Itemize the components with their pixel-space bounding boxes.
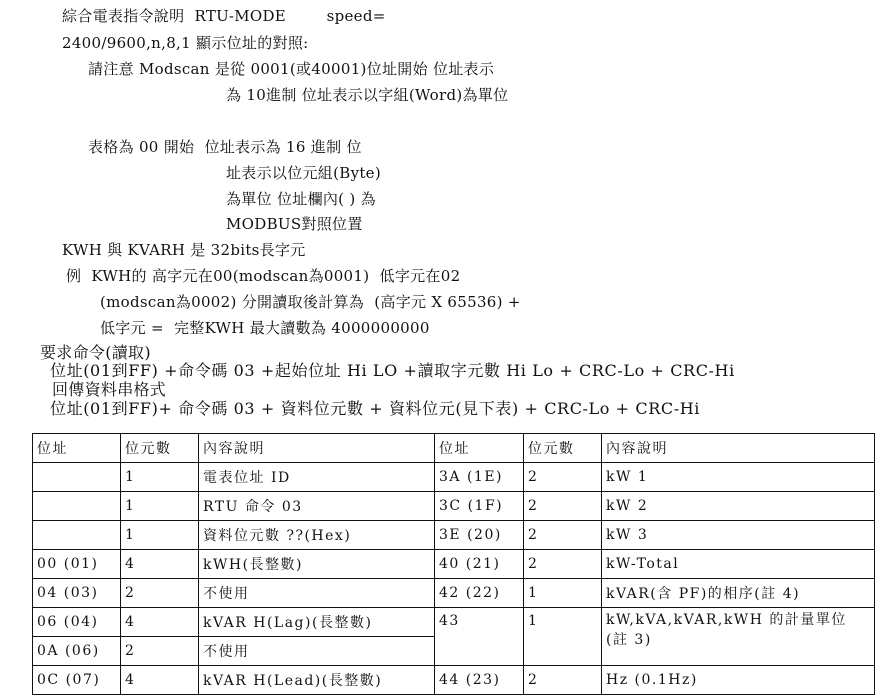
table-cell: 電表位址 ID (199, 463, 435, 492)
table-cell: kW,kVA,kVAR,kWH 的計量單位 (註 3) (602, 608, 875, 666)
column-header: 位址 (435, 434, 524, 463)
table-cell: 1 (121, 521, 199, 550)
column-header: 位址 (33, 434, 121, 463)
doc-line: 為單位 位址欄內( ) 為 (226, 190, 376, 208)
doc-line: (modscan為0002) 分開讀取後計算為 (高字元 X 65536) + (100, 293, 521, 311)
table-cell: kW 3 (602, 521, 875, 550)
request-format: 位址(01到FF) +命令碼 03 +起始位址 Hi LO +讀取字元數 Hi Lo + CRC-Lo + CRC-Hi (50, 361, 735, 380)
table-cell: Hz (0.1Hz) (602, 666, 875, 695)
table-cell: 3E (20) (435, 521, 524, 550)
table-row (33, 463, 875, 492)
table-row (33, 608, 875, 637)
doc-line: KWH 與 KVARH 是 32bits長字元 (62, 241, 306, 259)
doc-title-line: 綜合電表指令說明 RTU-MODE speed= (62, 7, 386, 25)
doc-line: 表格為 00 開始 位址表示為 16 進制 位 (88, 138, 362, 156)
table-cell: 0A (06) (33, 637, 121, 666)
response-format: 位址(01到FF)+ 命令碼 03 + 資料位元數 + 資料位元(見下表) + CRC-Lo + CRC-Hi (50, 399, 700, 418)
table-cell: 40 (21) (435, 550, 524, 579)
table-cell: 2 (121, 637, 199, 666)
table-row (33, 666, 875, 695)
table-cell: 1 (121, 492, 199, 521)
doc-line: 為 10進制 位址表示以字組(Word)為單位 (226, 86, 509, 104)
column-header: 內容說明 (602, 434, 875, 463)
table-cell: kVAR(含 PF)的相序(註 4) (602, 579, 875, 608)
table-row (33, 550, 875, 579)
column-header: 位元數 (121, 434, 199, 463)
response-heading: 回傳資料串格式 (52, 380, 167, 399)
table-cell: 2 (524, 666, 602, 695)
column-header: 內容說明 (199, 434, 435, 463)
table-cell: 4 (121, 666, 199, 695)
table-cell: 2 (524, 492, 602, 521)
table-cell: kW 2 (602, 492, 875, 521)
table-cell: 00 (01) (33, 550, 121, 579)
table-cell: 04 (03) (33, 579, 121, 608)
table-header-row (33, 434, 875, 463)
table-cell: 3A (1E) (435, 463, 524, 492)
table-cell: kVAR H(Lead)(長整數) (199, 666, 435, 695)
column-header: 位元數 (524, 434, 602, 463)
table-cell: 不使用 (199, 637, 435, 666)
table-row (33, 579, 875, 608)
doc-line: 址表示以位元組(Byte) (226, 164, 382, 182)
table-cell: kVAR H(Lag)(長整數) (199, 608, 435, 637)
table-cell: kW-Total (602, 550, 875, 579)
table-cell: 4 (121, 550, 199, 579)
table-cell: 4 (121, 608, 199, 637)
request-heading: 要求命令(讀取) (40, 343, 151, 362)
table-cell: 2 (524, 550, 602, 579)
doc-line: 例 KWH的 高字元在00(modscan為0001) 低字元在02 (66, 267, 461, 285)
table-cell: 3C (1F) (435, 492, 524, 521)
table-cell: 06 (04) (33, 608, 121, 637)
doc-line: 低字元 = 完整KWH 最大讀數為 4000000000 (100, 319, 430, 337)
table-cell: 2 (524, 521, 602, 550)
table-cell: kWH(長整數) (199, 550, 435, 579)
table-cell: RTU 命令 03 (199, 492, 435, 521)
register-table (32, 433, 875, 695)
table-cell (33, 463, 121, 492)
doc-line: MODBUS對照位置 (226, 215, 363, 233)
table-cell: 不使用 (199, 579, 435, 608)
table-cell: 資料位元數 ??(Hex) (199, 521, 435, 550)
table-cell: 1 (121, 463, 199, 492)
table-cell (33, 492, 121, 521)
table-row (33, 492, 875, 521)
table-cell: 43 (435, 608, 524, 666)
table-cell: 1 (524, 608, 602, 666)
table-cell: kW 1 (602, 463, 875, 492)
table-cell: 44 (23) (435, 666, 524, 695)
table-cell: 2 (524, 463, 602, 492)
table-cell: 0C (07) (33, 666, 121, 695)
doc-line: 請注意 Modscan 是從 0001(或40001)位址開始 位址表示 (88, 60, 495, 78)
table-cell: 1 (524, 579, 602, 608)
table-cell (33, 521, 121, 550)
table-cell: 2 (121, 579, 199, 608)
table-cell: 42 (22) (435, 579, 524, 608)
table-row (33, 521, 875, 550)
doc-line: 2400/9600,n,8,1 顯示位址的對照: (62, 34, 309, 52)
